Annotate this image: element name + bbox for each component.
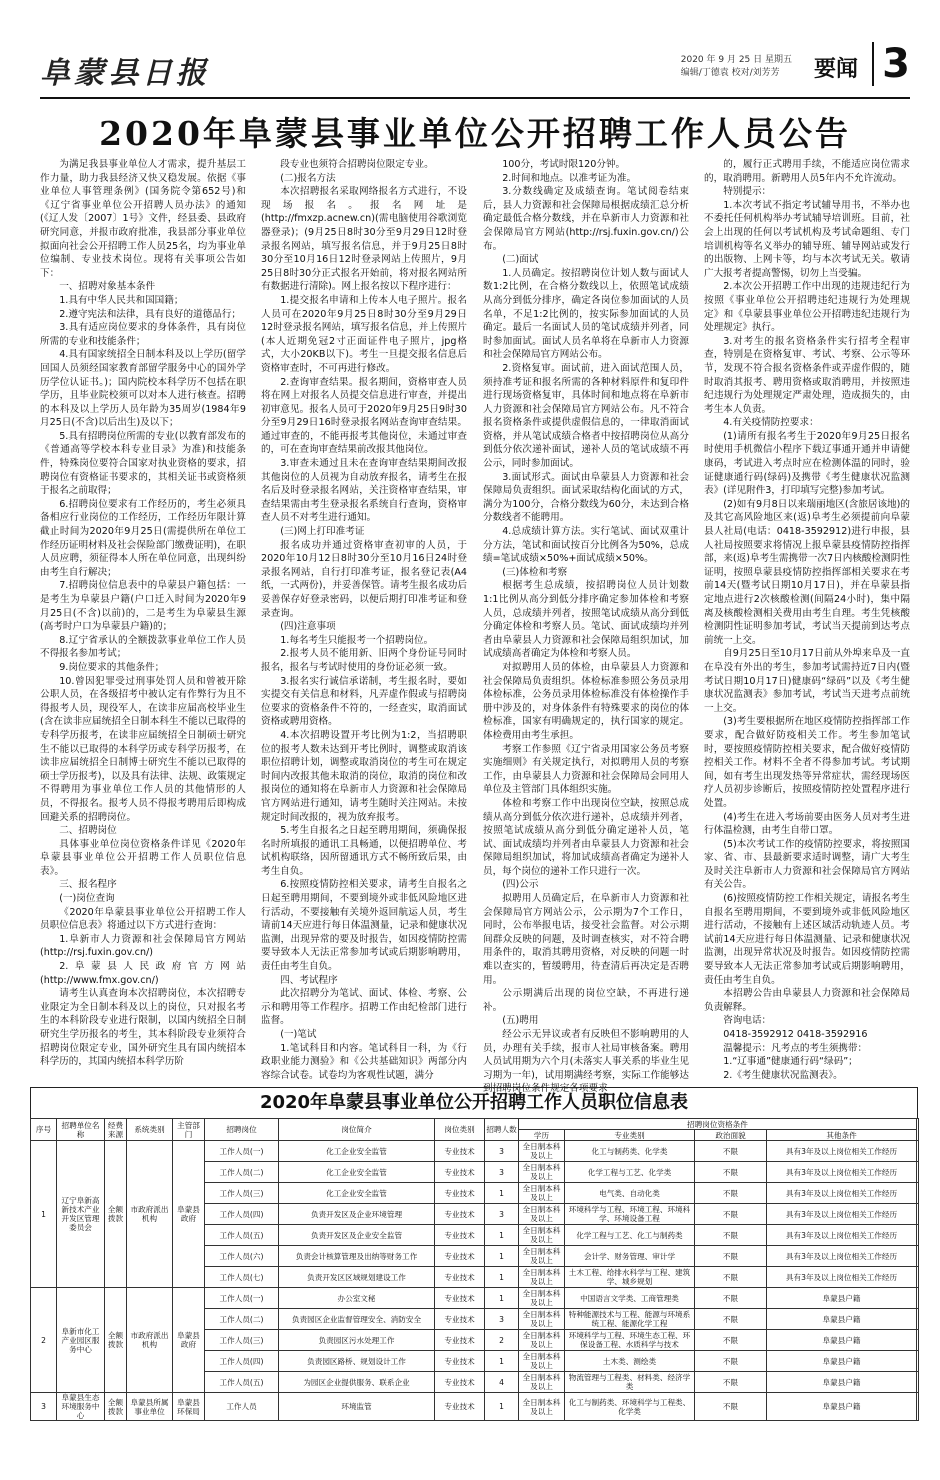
article-column-2: [261, 158, 467, 1080]
cell-edu: 全日制本科及以上: [519, 1225, 565, 1246]
cell-major: 会计学、财务管理、审计学: [565, 1246, 695, 1267]
article-paragraph: 1.阜新市人力资源和社会保障局官方网站(http://rsj.fuxin.gov.cn/): [40, 933, 246, 959]
cell-funding: 全额拨款: [105, 1393, 127, 1421]
article-paragraph: 1.人员确定。按招聘岗位计划人数与面试人数1:2比例，在合格分数线以上，依照笔试成绩从高分到低分排序，确定各岗位参加面试的人员名单，不足1:2比例的，按实际参加面试的人员确定。最后一名面试人员的笔试成绩并列者，同时参加面试。面试人员名单将在阜新市人力资源和社会保障局官方网站公布。: [483, 267, 689, 361]
cell-edu: 全日制本科及以上: [519, 1309, 565, 1330]
article-paragraph: 2.查询审查结果。报名期间，资格审查人员将在网上对报名人员提交信息进行审查，并提出初审意见。报名人员可于2020年9月25日9时30分至9月29日16时登录报名网站查询审查结果。通过审查的，不能再报考其他岗位，未通过审查的，可在查询审查结果前改报其他岗位。: [261, 376, 467, 456]
article-paragraph: 为满足我县事业单位人才需求，提升基层工作力量，助力我县经济又快又稳发展。依据《事业单位人事管理条例》(国务院令第652号)和《辽宁省事业单位公开招聘人员办法》的通知(《辽人发〔2007〕1号》文件，经县委、县政府研究同意，并报市政府批准，我县部分事业单位拟面向社会公开招聘工作人员25名，均为事业单位编制、专业技术岗位。现将有关事项公告如下：: [40, 159, 246, 279]
cell-other: 具有3年及以上岗位相关工作经历: [767, 1204, 917, 1225]
cell-count: 3: [485, 1204, 519, 1225]
cell-count: 2: [485, 1330, 519, 1351]
header-system: 系统类别: [127, 1119, 173, 1141]
article-paragraph: (二)面试: [502, 254, 539, 266]
cell-type: 专业技术: [435, 1309, 485, 1330]
cell-major: 化学工程与工艺、化工与制药类: [565, 1225, 695, 1246]
cell-type: 专业技术: [435, 1393, 485, 1421]
article-paragraph: 3.面试形式。面试由阜蒙县人力资源和社会保障局负责组织。面试采取结构化面试的方式，满分为100分，合格分数线为60分，未达到合格分数线者不能聘用。: [483, 471, 689, 524]
article-paragraph: 具体事业单位岗位资格条件详见《2020年阜蒙县事业单位公开招聘工作人员职位信息表》。: [40, 838, 246, 877]
article-paragraph: (四)公示: [502, 879, 539, 891]
article-paragraph: (四)注意事项: [280, 621, 336, 633]
cell-hukou: 不限: [695, 1309, 767, 1330]
cell-intro: 化工企业安全监管: [279, 1141, 435, 1162]
article-paragraph: 3.分数线确定及成绩查询。笔试阅卷结束后，县人力资源和社会保障局根据成绩汇总分析确定最低合格分数线，并在阜新市人力资源和社会保障局官方网站(http://rsj.fuxin.gov.cn/)公布。: [483, 186, 689, 252]
cell-system: 市政府派出机构: [127, 1141, 173, 1288]
article-paragraph: 6.按照疫情防控相关要求，请考生自报名之日起至聘用期间，不要到境外或非低风险地区进行活动，不要接触有关境外返回航运人员，考生请前14天应进行每日体温测量，记录和健康状况监测，出现异常的要及时报告，如因疫情防控需要导致本人无法正常参加考试或后期影响聘用，责任由考生自负。: [261, 879, 467, 973]
article-paragraph: (5)本次考试工作的疫情防控要求，将按照国家、省、市、县最新要求适时调整，请广大考生及时关注阜新市人力资源和社会保障局官方网站有关公告。: [704, 838, 910, 891]
article-paragraph: 自9月25日至10月17日前从外埠来阜及一直在阜没有外出的考生，参加考试需持近7日内(暨考试日期10月17日)健康码“绿码”以及《考生健康状况监测表》参加考试，考试当天进考点前统一上交。: [704, 648, 910, 714]
cell-other: 具有3年及以上岗位相关工作经历: [767, 1267, 917, 1288]
cell-position: 工作人员(六): [205, 1246, 279, 1267]
article-paragraph: 100分，考试时限120分钟。: [502, 159, 626, 170]
headline: 2020年阜蒙县事业单位公开招聘工作人员公告: [99, 114, 851, 153]
cell-other: 具有3年及以上岗位相关工作经历: [767, 1183, 917, 1204]
cell-edu: 全日制本科及以上: [519, 1141, 565, 1162]
cell-type: 专业技术: [435, 1267, 485, 1288]
cell-hukou: 不限: [695, 1246, 767, 1267]
cell-edu: 全日制本科及以上: [519, 1351, 565, 1372]
dateline: [681, 54, 792, 80]
article-paragraph: 四、考试程序: [280, 974, 338, 986]
cell-count: 1: [485, 1183, 519, 1204]
article-body: [40, 158, 910, 1095]
header-dept: 主管部门: [173, 1119, 205, 1141]
article-paragraph: 经公示无异议或者有反映但不影响聘用的人员，办理有关手续，报市人社局审核备案。聘用人员试用期为六个月(未落实人事关系的毕业生见习期为一年)，试用期满经考察，实际工作能够达到招聘岗位条件规定各项要求: [483, 1029, 689, 1095]
cell-edu: 全日制本科及以上: [519, 1183, 565, 1204]
article-column-3: [483, 158, 689, 1095]
article-paragraph: 4.具有国家统招全日制本科及以上学历(留学回国人员须经国家教育部留学服务中心的国外学历学位认证书。)；国内院校本科学历不包括在职学历，且毕业院校须可以对本人进行核查。招聘的本科及以上学历人员年龄为35周岁(1984年9月25日(不含)以后出生)及以下；: [40, 349, 246, 429]
section-name: 要闻: [813, 57, 858, 82]
cell-position: 工作人员(一): [205, 1141, 279, 1162]
cell-edu: 全日制本科及以上: [519, 1162, 565, 1183]
cell-count: 4: [485, 1372, 519, 1393]
article-paragraph: 2.《考生健康状况监测表》。: [723, 1069, 843, 1081]
article-paragraph: 根据考生总成绩，按招聘岗位人员计划数1:1比例从高分到低分排序确定参加体检和考察人员，总成绩并列者，按照笔试成绩从高分到低分确定体检和考察人员。笔试、面试成绩均并列者由阜蒙县人力资源和社会保障局组织加试，加试成绩高者确定为体检和考察人员。: [483, 580, 689, 660]
editor-credits: 编辑/丁德袁 校对/刘芳芳: [680, 68, 780, 78]
article-paragraph: 2.遵守宪法和法律，具有良好的道德品行；: [59, 308, 242, 320]
cell-funding: 全额拨款: [105, 1141, 127, 1288]
article-paragraph: 1.每名考生只能报考一个招聘岗位。: [280, 634, 434, 646]
article-paragraph: (二)报名方法: [280, 172, 336, 184]
article-paragraph: 段专业也须符合招聘岗位限定专业。: [280, 159, 434, 170]
cell-intro: 负责开发区及企业安全监管: [279, 1225, 435, 1246]
cell-count: 1: [485, 1225, 519, 1246]
article-paragraph: 7.招聘岗位信息表中的阜蒙县户籍包括：一是考生为阜蒙县户籍(户口迁入时间为2020年9月25日(不含)以前)的，二是考生为阜蒙县生源(高考时户口为阜蒙县户籍)的；: [40, 580, 246, 633]
cell-count: 1: [485, 1288, 519, 1309]
header-position: 招聘岗位: [205, 1119, 279, 1141]
cell-intro: 负责园区路桥、规划设计工作: [279, 1351, 435, 1372]
cell-intro: 办公室文秘: [279, 1288, 435, 1309]
cell-type: 专业技术: [435, 1351, 485, 1372]
cell-note: [917, 1225, 919, 1246]
article-paragraph: 9.岗位要求的其他条件；: [59, 661, 165, 673]
cell-position: 工作人员(四): [205, 1204, 279, 1225]
cell-edu: 全日制本科及以上: [519, 1246, 565, 1267]
article-paragraph: 报名成功并通过资格审查初审的人员，于2020年10月12日8时30分至10月16日24时登录报名网站，自行打印准考证，报名登记表(A4纸，一式两份)，并妥善保管。请考生报名成功后妥善保存好登录密码，以便后期打印准考证和登录查询。: [261, 539, 467, 619]
article-paragraph: 6.招聘岗位要求有工作经历的，考生必须具备相应行业岗位的工作经历，工作经历年限计算截止时间为2020年9月25日(需提供所在单位工作经历证明材料及社会保险部门缴费证明)，在职人员应聘，须征得本人所在单位同意，出现纠纷由考生自行解决；: [40, 498, 246, 578]
cell-seq: 2: [31, 1288, 57, 1393]
cell-major: 化学工程与工艺、化学类: [565, 1162, 695, 1183]
masthead-rule: [40, 97, 910, 99]
cell-note: [917, 1309, 919, 1330]
cell-intro: 负责园区企业监督管理安全、消防安全: [279, 1309, 435, 1330]
article-paragraph: 1.笔试科目和内容。笔试科目一科，为《行政职业能力测验》和《公共基础知识》两部分内容综合试卷。试卷均为客观性试题，满分: [261, 1042, 467, 1081]
cell-position: 工作人员(七): [205, 1267, 279, 1288]
article-paragraph: 咨询电话：: [723, 1015, 772, 1027]
cell-count: 3: [485, 1141, 519, 1162]
article-paragraph: (五)聘用: [502, 1015, 539, 1027]
cell-unit: 阜蒙县生态环境服务中心: [57, 1393, 105, 1421]
article-paragraph: 对拟聘用人员的体检，由阜蒙县人力资源和社会保障局负责组织。体检标准参照公务员录用体检标准，公务员录用体检标准没有体检操作手册中涉及的，对身体条件有特殊要求的岗位的体检标准，国家有明确规定的，执行国家的规定。体检费用由考生承担。: [483, 661, 689, 741]
cell-type: 专业技术: [435, 1141, 485, 1162]
cell-type: 专业技术: [435, 1225, 485, 1246]
cell-hukou: 不限: [695, 1225, 767, 1246]
cell-intro: 化工企业安全监管: [279, 1183, 435, 1204]
header-requirements: 招聘岗位资格条件: [519, 1119, 917, 1130]
cell-major: 土木类、测绘类: [565, 1351, 695, 1372]
cell-other: 具有3年及以上岗位相关工作经历: [767, 1141, 917, 1162]
cell-other: 具有3年及以上岗位相关工作经历: [767, 1225, 917, 1246]
cell-position: 工作人员(二): [205, 1309, 279, 1330]
cell-type: 专业技术: [435, 1372, 485, 1393]
cell-note: [917, 1288, 919, 1309]
table-row: [31, 1288, 919, 1309]
article-paragraph: 3.审查未通过且未在查询审查结果期间改报其他岗位的人员视为自动放弃报名，请考生在报名后及时登录报名网站，关注资格审查结果，审查结果需由考生登录报名系统自行查询，资格审查人员不对考生进行通知。: [261, 458, 467, 524]
cell-note: [917, 1141, 919, 1162]
cell-position: 工作人员(四): [205, 1351, 279, 1372]
cell-other: 具有3年及以上岗位相关工作经历: [767, 1162, 917, 1183]
header-type: 岗位类别: [435, 1119, 485, 1141]
cell-other: 具有3年及以上岗位相关工作经历: [767, 1246, 917, 1267]
cell-dept: 阜蒙县环保局: [173, 1393, 205, 1421]
position-table: [30, 1118, 919, 1421]
cell-position: 工作人员(二): [205, 1162, 279, 1183]
cell-major: 中国语言文学类、工商管理类: [565, 1288, 695, 1309]
article-paragraph: (4)考生在进入考场前要由医务人员对考生进行体温检测，由考生自带口罩。: [704, 811, 910, 837]
article-paragraph: 4.总成绩计算方法。实行笔试、面试双重计分方法，笔试和面试按百分比例各为50%，总成绩=笔试成绩×50%+面试成绩×50%。: [483, 526, 689, 565]
cell-hukou: 不限: [695, 1393, 767, 1421]
cell-major: 物流管理与工程类、材料类、经济学类: [565, 1372, 695, 1393]
article-paragraph: 0418-3592912 0418-3592916: [723, 1029, 868, 1040]
cell-intro: 化工企业安全监管: [279, 1162, 435, 1183]
article-paragraph: 温馨提示：凡考点的考生须携带：: [723, 1042, 868, 1054]
article-paragraph: 5.考生自报名之日起至聘用期间，须确保报名时所填报的通讯工具畅通，以便招聘单位、考试机构联络，因所留通讯方式不畅所致后果，由考生自负。: [261, 825, 467, 877]
cell-intro: 环境监管: [279, 1393, 435, 1421]
header-major: 专业类别: [565, 1130, 695, 1141]
cell-hukou: 不限: [695, 1162, 767, 1183]
cell-major: 电气类、自动化类: [565, 1183, 695, 1204]
cell-edu: 全日制本科及以上: [519, 1393, 565, 1421]
article-paragraph: (6)按照疫情防控工作相关规定，请报名考生自报名至聘用期间，不要到境外或非低风险地区进行活动，不接触有上述区域活动轨迹人员。考试前14天应进行每日体温测量、记录和健康状况监测，出现异常状况及时报告。如因疫情防控需要导致本人无法正常参加考试或后期影响聘用，责任由考生自负。: [704, 893, 910, 986]
cell-intro: 为园区企业提供服务、联系企业: [279, 1372, 435, 1393]
header-seq: 序号: [31, 1119, 57, 1141]
header-note: [917, 1119, 919, 1141]
article-paragraph: 体检和考察工作中出现岗位空缺，按照总成绩从高分到低分依次进行递补，总成绩并列者，按照笔试成绩从高分到低分确定递补人员，笔试、面试成绩均并列者由阜蒙县人力资源和社会保障局组织加试，将加试成绩高者确定为递补人员，每个岗位的递补工作只进行一次。: [483, 797, 689, 877]
cell-unit: 阜新市化工产业园区服务中心: [57, 1288, 105, 1393]
cell-other: 阜蒙县户籍: [767, 1351, 917, 1372]
cell-note: [917, 1183, 919, 1204]
cell-intro: 负责会计核算管理及出纳等财务工作: [279, 1246, 435, 1267]
cell-count: 1: [485, 1267, 519, 1288]
article-paragraph: 此次招聘分为笔试、面试、体检、考察、公示和聘用等工作程序。招聘工作由纪检部门进行监督。: [261, 988, 467, 1027]
header-hukou: 政治面貌: [695, 1130, 767, 1141]
article-paragraph: 拟聘用人员确定后，在阜新市人力资源和社会保障局官方网站公示，公示期为7个工作日，同时，公布举报电话，接受社会监督。对公示期间群众反映的问题，及时调查核实，对不符合聘用条件的，取消其聘用资格，对反映的问题一时难以查实的，暂缓聘用，待查清后再决定是否聘用。: [483, 893, 689, 986]
article-paragraph: 3.报名实行诚信承诺制，考生报名时，要如实提交有关信息和材料，凡弄虚作假或与招聘岗位要求的资格条件不符的，一经查实，取消面试资格或聘用资格。: [261, 675, 467, 728]
cell-other: 阜蒙县户籍: [767, 1288, 917, 1309]
article-paragraph: (一)笔试: [280, 1029, 317, 1040]
cell-hukou: 不限: [695, 1204, 767, 1225]
article-paragraph: 公示期满后出现的岗位空缺，不再进行递补。: [483, 988, 689, 1013]
cell-type: 专业技术: [435, 1246, 485, 1267]
article-paragraph: (一)岗位查询: [59, 893, 115, 905]
cell-count: 3: [485, 1309, 519, 1330]
cell-note: [917, 1372, 919, 1393]
article-paragraph: 10.曾因犯罪受过刑事处罚人员和曾被开除公职人员，在各级招考中被认定有作弊行为且不得报考人员，现役军人，在读非应届高校毕业生(含在读非应届统招全日制本科生不能以已取得的专科学历报考，在读非应届统招全日制硕士研究生不能以已取得的本科学历或专科学历报考，在读非应届统招全日制博士研究生不能以已取得的硕士学历报考)，以及具有法律、法规、政策规定不得聘用为事业单位工作人员的其他情形的人员，不得报名。报考人员不得报考聘用后即构成回避关系的招聘岗位。: [40, 675, 246, 823]
cell-edu: 全日制本科及以上: [519, 1330, 565, 1351]
header-funding: 经费来源: [105, 1119, 127, 1141]
article-column-4: [704, 158, 910, 1080]
article-paragraph: 3.对考生的报名资格条件实行招考全程审查，特别是在资格复审、考试、考察、公示等环节，发现不符合报名资格条件或弄虚作假的，随时取消其报考、聘用资格或取消聘用，并按照违纪违规行为处理规定严肃处理，造成损失的，由考生本人负责。: [704, 335, 910, 415]
cell-other: 阜蒙县户籍: [767, 1330, 917, 1351]
cell-position: 工作人员(五): [205, 1225, 279, 1246]
table-body: [31, 1141, 919, 1421]
article-paragraph: 特别提示：: [723, 186, 772, 198]
article-paragraph: 2.报考人员不能用新、旧两个身份证号同时报名，报名与考试时使用的身份证必须一致。: [261, 648, 467, 673]
cell-intro: 负责园区污水处理工作: [279, 1330, 435, 1351]
article-paragraph: 3.具有适应岗位要求的身体条件，具有岗位所需的专业和技能条件；: [40, 322, 246, 347]
cell-system: 阜蒙县所属事业单位: [127, 1393, 173, 1421]
cell-count: 1: [485, 1393, 519, 1421]
header-edu: 学历: [519, 1130, 565, 1141]
cell-hukou: 不限: [695, 1330, 767, 1351]
cell-position: 工作人员(三): [205, 1330, 279, 1351]
cell-edu: 全日制本科及以上: [519, 1204, 565, 1225]
cell-edu: 全日制本科及以上: [519, 1372, 565, 1393]
cell-hukou: 不限: [695, 1288, 767, 1309]
cell-dept: 阜蒙县政府: [173, 1141, 205, 1288]
article-paragraph: (三)体检和考察: [502, 566, 568, 578]
cell-hukou: 不限: [695, 1267, 767, 1288]
table-row: [31, 1393, 919, 1421]
page-number: 3: [872, 42, 910, 86]
cell-other: 阜蒙县户籍: [767, 1393, 917, 1421]
cell-note: [917, 1204, 919, 1225]
table-title: 2020年阜蒙县事业单位公开招聘工作人员职位信息表: [30, 1087, 918, 1118]
cell-type: 专业技术: [435, 1162, 485, 1183]
article-paragraph: 本次招聘报名采取网络报名方式进行，不设现场报名。报名网址是(http://fmxzp.acnew.cn)(需电脑使用谷歌浏览器登录)；(9月25日8时30分至9月29日12时登录报名网站，填写报名信息，并于9月25日8时30分至10月16日12时登录网站上传照片，9月25日8时30分正式报名开始前，将对报名网站所有数据进行清除)。网上报名按以下程序进行：: [261, 186, 467, 293]
cell-major: 化工与制药类、化学类: [565, 1141, 695, 1162]
position-table-wrapper: [30, 1087, 918, 1465]
cell-major: 化工与制药类、环境科学与工程类、化学类: [565, 1393, 695, 1421]
cell-note: [917, 1393, 919, 1421]
publish-date: 2020 年 9 月 25 日 星期五: [680, 55, 792, 65]
cell-note: [917, 1330, 919, 1351]
article-paragraph: 请考生认真查询本次招聘岗位，本次招聘专业限定为全日制本科及以上的岗位，只对报名考生的本科阶段专业进行限制，以国内统招全日制研究生学历报名的考生，其本科阶段专业须符合招聘岗位限定专业，国外研究生具有国内统招本科学历的，其国内统招本科学历阶: [40, 988, 246, 1068]
article-paragraph: (3)考生要根据所在地区疫情防控指挥部工作要求，配合做好防疫相关工作。考生参加笔试时，要按照疫情防控相关要求，配合做好疫情防控相关工作。材料不全者不得参加考试。考试期间，如有考生出现发热等异常症状，需经现场医疗人员初步诊断后，按照疫情防控处置程序进行处置。: [704, 716, 910, 809]
cell-unit: 辽宁阜新高新技术产业开发区管理委员会: [57, 1141, 105, 1288]
article-paragraph: (1)请所有报名考生于2020年9月25日报名时使用手机微信小程序下载辽事通开通并申请健康码，考试进入考点时应在检测体温的同时，验证健康通行码(绿码)及携带《考生健康状况监测表》(详见附件3，打印填写完整)参加考试。: [704, 430, 910, 497]
cell-seq: 1: [31, 1141, 57, 1288]
article-paragraph: 二、招聘岗位: [59, 825, 117, 837]
cell-edu: 全日制本科及以上: [519, 1267, 565, 1288]
cell-position: 工作人员(三): [205, 1183, 279, 1204]
article-paragraph: 三、报名程序: [59, 879, 117, 891]
cell-count: 1: [485, 1246, 519, 1267]
article-paragraph: 5.具有招聘岗位所需的专业(以教育部发布的《普通高等学校本科专业目录》为准)和技能条件，特殊岗位要符合国家对执业资格的要求，招聘岗位有资格证书要求的，其相关证书或资格须于报名之前取得；: [40, 430, 246, 497]
cell-type: 专业技术: [435, 1183, 485, 1204]
article-paragraph: 1.本次考试不指定考试辅导用书，不举办也不委托任何机构举办考试辅导培训班。目前，社会上出现的任何以考试机构及考试命题组、专门培训机构等名义举办的辅导班、辅导网站或发行的出版物、上网卡等，均与本次考试无关。敬请广大报考者提高警惕，切勿上当受骗。: [704, 199, 910, 279]
article-paragraph: 2.时间和地点。以准考证为准。: [502, 172, 637, 184]
article-paragraph: 2.阜蒙县人民政府官方网站(http://www.fmx.gov.cn/): [40, 961, 246, 986]
cell-seq: 3: [31, 1393, 57, 1421]
cell-other: 阜蒙县户籍: [767, 1372, 917, 1393]
cell-note: [917, 1267, 919, 1288]
cell-position: 工作人员(一): [205, 1288, 279, 1309]
cell-hukou: 不限: [695, 1141, 767, 1162]
header-intro: 岗位简介: [279, 1119, 435, 1141]
newspaper-logo: 阜蒙县日报: [40, 56, 210, 91]
cell-type: 专业技术: [435, 1330, 485, 1351]
article-paragraph: 4.本次招聘设置开考比例为1:2，当招聘职位的报考人数未达到开考比例时，调整或取消该职位招聘计划，调整或取消岗位的考生可在规定时间内改报其他未取消的岗位，取消的岗位和改报岗位的通知将在阜新市人力资源和社会保障局官方网站进行通知，请考生随时关注网站。未按规定时间改报的，视为放弃报考。: [261, 729, 467, 823]
cell-hukou: 不限: [695, 1372, 767, 1393]
cell-edu: 全日制本科及以上: [519, 1288, 565, 1309]
article-paragraph: (三)网上打印准考证: [280, 526, 365, 538]
cell-funding: 全额拨款: [105, 1288, 127, 1393]
cell-hukou: 不限: [695, 1351, 767, 1372]
article-paragraph: 8.辽宁省承认的全额拨款事业单位工作人员不得报名参加考试；: [40, 634, 246, 660]
cell-dept: 阜蒙县政府: [173, 1288, 205, 1393]
cell-count: 1: [485, 1351, 519, 1372]
cell-hukou: 不限: [695, 1183, 767, 1204]
masthead: [40, 41, 910, 96]
cell-system: 市政府派出机构: [127, 1288, 173, 1393]
cell-major: 土木工程、给排水科学与工程、建筑学、城乡规划: [565, 1267, 695, 1288]
article-paragraph: 1.提交报名申请和上传本人电子照片。报名人员可在2020年9月25日8时30分至9月29日12时登录报名网站，填写报名信息，并上传照片(本人近期免冠2寸正面证件电子照片，jpg格式，大小20KB以下)。考生一旦提交报名信息后资格审查时，不可再进行修改。: [261, 294, 467, 374]
article-paragraph: 的，履行正式聘用手续，不能适应岗位需求的，取消聘用。新聘用人员5年内不允许流动。: [704, 159, 910, 184]
article-paragraph: 2.本次公开招聘工作中出现的违规违纪行为按照《事业单位公开招聘违纪违规行为处理规定》和《阜蒙县事业单位公开招聘违纪违规行为处理规定》执行。: [704, 281, 910, 334]
header-other: 其他条件: [767, 1130, 917, 1141]
article-column-1: [40, 158, 246, 1080]
cell-position: 工作人员(五): [205, 1372, 279, 1393]
cell-major: 环境科学与工程、环境生态工程、环保设备工程、水质科学与技术: [565, 1330, 695, 1351]
article-paragraph: 4.有关疫情防控要求：: [723, 417, 819, 429]
article-paragraph: 《2020年阜蒙县事业单位公开招聘工作人员职位信息表》将通过以下方式进行查询：: [40, 906, 246, 932]
cell-major: 环境科学与工程、环境工程、环境科学、环境设备工程: [565, 1204, 695, 1225]
cell-other: 阜蒙县户籍: [767, 1309, 917, 1330]
cell-note: [917, 1246, 919, 1267]
cell-major: 特种能源技术与工程、能源与环境系统工程、能源化学工程: [565, 1309, 695, 1330]
article-paragraph: 一、招聘对象基本条件: [59, 281, 156, 293]
article-paragraph: 考察工作参照《辽宁省录用国家公务员考察实施细则》有关规定执行，对拟聘用人员的考察工作，由阜蒙县人力资源和社会保障局会同用人单位及主管部门具体组织实施。: [483, 743, 689, 796]
cell-count: 3: [485, 1162, 519, 1183]
article-paragraph: 2.资格复审。面试前，进入面试范围人员，须持准考证和报名所需的各种材料原件和复印件进行现场资格复审，具体时间和地点将在阜新市人力资源和社会保障局官方网站公布。凡不符合报名资格条件或提供虚假信息的，一律取消面试资格，并从笔试成绩合格者中按招聘岗位从高分到低分依次递补面试，递补人员的笔试成绩不再公示，同时参加面试。: [483, 362, 689, 470]
cell-note: [917, 1162, 919, 1183]
article-paragraph: (2)如有9月8日以来瑞丽地区(含旅居该地)的及其它高风险地区来(返)阜考生必须提前向阜蒙县人社局(电话：0418-3592912)进行申报，县人社局按照要求将情况上报阜蒙县疫情防控指挥部，来(返)阜考生需携带一次7日内核酸检测阴性证明，按照阜蒙县疫情防控指挥部相关要求在考前14天(暨考试日期10月17日)，并在阜蒙县指定地点进行2次核酸检测(间隔24小时)，集中隔离及核酸检测相关费用由考生自理。考生凭核酸检测阴性证明参加考试，考试当天提前到达考点前统一上交。: [704, 498, 910, 646]
article-paragraph: 1.具有中华人民共和国国籍；: [59, 294, 184, 306]
cell-type: 专业技术: [435, 1288, 485, 1309]
cell-intro: 负责开发区及企业环境管理: [279, 1204, 435, 1225]
article-paragraph: 1.“辽事通”健康通行码“绿码”；: [723, 1056, 858, 1068]
article-paragraph: 本招聘公告由阜蒙县人力资源和社会保障局负责解释。: [704, 988, 910, 1013]
cell-type: 专业技术: [435, 1204, 485, 1225]
header-count: 招聘人数: [485, 1119, 519, 1141]
cell-note: [917, 1351, 919, 1372]
cell-intro: 负责开发区区域规划建设工作: [279, 1267, 435, 1288]
table-row: [31, 1141, 919, 1162]
header-unit: 招聘单位名称: [57, 1119, 105, 1141]
cell-position: 工作人员: [205, 1393, 279, 1421]
